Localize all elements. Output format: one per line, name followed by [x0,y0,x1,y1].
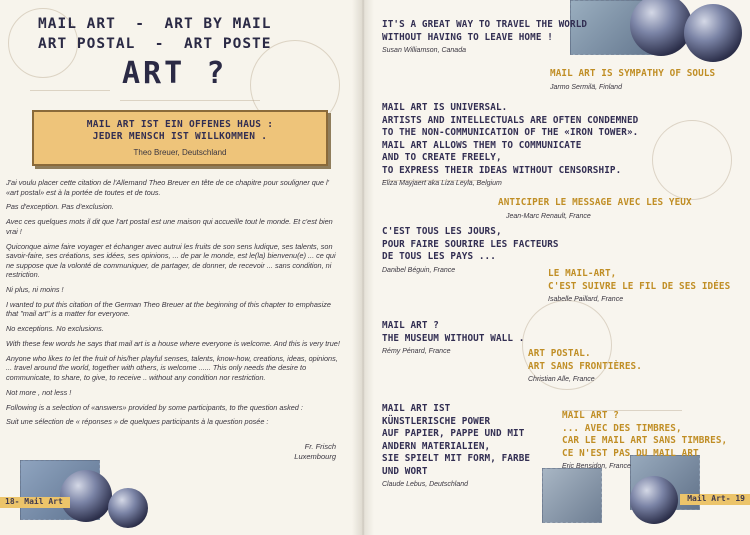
quote-line: IT'S A GREAT WAY TO TRAVEL THE WORLD [382,19,588,30]
quote-line: CAR LE MAIL ART SANS TIMBRES, [562,435,728,446]
quote-line: ART POSTAL. [528,348,591,359]
quote-author: Jean-Marc Renault, France [506,212,591,220]
paragraph: J'ai voulu placer cette citation de l'Allemand Theo Breuer en tête de ce chapitre pour souligner que l' «art postal» est à la portée de toutes et de tous. [6,178,330,197]
quote-line: TO EXPRESS THEIR IDEAS WITHOUT CENSORSHIP. [382,164,622,176]
quote-line: MAIL ART ALLOWS THEM TO COMMUNICATE [382,139,582,151]
quote-line: UND WORT [382,465,428,477]
signature-name: Fr. Frisch [304,442,336,451]
featured-quote-line-1: MAIL ART IST EIN OFFENES HAUS : [86,119,274,130]
quote-line: ANDERN MATERIALIEN, [382,440,491,452]
quote-line: MAIL ART ? [562,410,619,421]
paragraph: Anyone who likes to let the fruit of his/her playful senses, talents, know-how, creations, ideas, opinions, ... travel around the world, together with others, is welcome ...... This only needs the desire to communicate, to share, to give, to receive .. without any condition nor restriction. [6,353,338,382]
quote-line: ART SANS FRONTIÈRES. [528,360,642,372]
wave-line-decoration [30,90,110,91]
page-number-left: 18- Mail Art [5,497,63,506]
book-gutter [352,0,374,535]
quote-author: Rémy Pénard, France [382,348,451,355]
quote-author: Susan Williamson, Canada [382,47,466,54]
quote-line: KÜNSTLERISCHE POWER [382,415,491,427]
paragraph: I wanted to put this citation of the German Theo Breuer at the beginning of this chapter to emphasize that "mail art" is a matter for everyone. [6,299,331,319]
quote-line: C'EST TOUS LES JOURS, [382,226,502,237]
marble-ball-image [684,4,742,62]
paragraph: Suit une sélection de « réponses » de quelques participants à la question posée : [6,417,269,427]
quote-line: SIE SPIELT MIT FORM, FARBE [382,453,531,464]
paragraph: Not more , not less ! [6,387,72,397]
quote-author: Eliza Mayjaert aka Liza Leyla, Belgium [382,180,502,187]
body-text [6,178,340,432]
quote-line: ARTISTS AND INTELLECTUALS ARE OFTEN CONDEMNED [382,114,639,126]
quote-line: CE N'EST PAS DU MAIL ART [562,447,699,459]
quote-line: WITHOUT HAVING TO LEAVE HOME ! [382,31,553,43]
paragraph: No exceptions. No exclusions. [6,324,104,334]
answer-quote [498,197,692,223]
paragraph: Ni plus, ni moins ! [6,285,64,295]
answer-quote [382,19,587,58]
page-title: ART ? [122,56,228,91]
answer-quote [550,68,715,94]
quote-line: MAIL ART IS SYMPATHY OF SOULS [550,68,716,79]
signature-place: Luxembourg [294,452,336,461]
featured-quote-line-2: JEDER MENSCH IST WILLKOMMEN . [92,131,268,142]
paragraph: Pas d'exception. Pas d'exclusion. [6,202,114,212]
wave-line-decoration [120,100,260,101]
answer-quote [548,268,730,307]
quote-line: POUR FAIRE SOURIRE LES FACTEURS [382,238,559,250]
answer-quote [382,102,638,191]
quote-line: ... AVEC DES TIMBRES, [562,422,682,434]
quote-line: MAIL ART IS UNIVERSAL. [382,102,508,113]
quote-author: Jarmo Sermilä, Finland [550,83,622,91]
marble-ball-image [630,476,678,524]
quote-author: Eric Bensidon, France [562,463,631,470]
quote-author: Claude Lebus, Deutschland [382,481,469,488]
quote-author: Danibel Béguin, France [382,266,456,274]
answer-quote [382,320,524,359]
header-line-2: ART POSTAL - ART POSTE [38,36,272,52]
quote-line: AND TO CREATE FREELY, [382,152,502,163]
header-line-1: MAIL ART - ART BY MAIL [38,16,272,32]
quote-line: AUF PAPIER, PAPPE UND MIT [382,428,525,439]
left-page [0,0,362,535]
right-page [362,0,750,535]
paragraph: Following is a selection of «answers» provided by some participants, to the question asked : [6,402,303,412]
answer-quote [382,226,559,277]
quote-line: C'EST SUIVRE LE FIL DE SES IDÉES [548,280,731,292]
quote-line: THE MUSEUM WITHOUT WALL . [382,332,525,344]
signature [294,442,336,462]
featured-quote-box [32,110,328,166]
marble-ball-image [108,488,148,528]
featured-quote-author: Theo Breuer, Deutschland [133,148,227,157]
quote-line: TO THE NON-COMMUNICATION OF THE «IRON TOWER». [382,127,639,138]
quote-line: ANTICIPER LE MESSAGE AVEC LES YEUX [498,197,692,208]
quote-line: DE TOUS LES PAYS ... [382,251,496,262]
quote-line: MAIL ART IST [382,403,451,414]
quote-line: LE MAIL-ART, [548,268,617,279]
quote-author: Isabelle Paillard, France [548,296,624,303]
paragraph: With these few words he says that mail art is a house where everyone is welcome. And this is very true! [6,339,340,349]
answer-quote [382,403,530,492]
postmark-decoration [652,120,732,200]
paragraph: Quiconque aime faire voyager et échanger avec autrui les fruits de son sens ludique, ses talents, son savoir-faire, ses créations, ses idées, ses opinions, ... de par le monde, est le(la) bienvenu(e) ... ce qui ne suppose que la volonté de communiquer, de partager, de donner, de recevoir ... sans condition, ni restriction. [6,241,336,280]
paragraph: Avec ces quelques mots il dit que l'art postal est une maison qui accueille tout le monde. Et c'est bien vrai ! [6,217,333,236]
quote-author: Christian Alle, France [528,376,595,383]
quote-line: MAIL ART ? [382,320,439,331]
marble-ball-image [630,0,692,56]
postage-stamp-image [542,468,602,523]
page-number-right: Mail Art- 19 [687,494,745,503]
marble-ball-image [60,470,112,522]
answer-quote [562,410,727,474]
answer-quote [528,348,642,387]
